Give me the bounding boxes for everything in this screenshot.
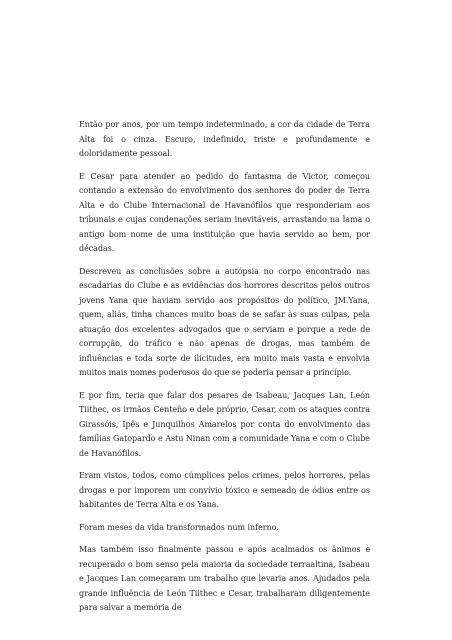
paragraph: Eram vistos, todos, como cúmplices pelos crimes, pelos horrores, pelas drogas e por imporem um convívio tóxico e semeado de ódios entre os habitantes de Terra Alta e os Yana.: [79, 471, 370, 509]
paragraph: Descreveu as conclusões sobre a autópsia no corpo encontrado nas escadarias do Clube e as evidências dos horrores descritos pelos outros jovens Yana que haviam servido aos propósitos do político, JM.Yana, quem, aliás, tinha chances muito boas de se safar às suas culpas, pela atuação dos excelentes advogados que o serviam e porque a rede de corrupção, do tráfico e não apenas de drogas, mas também de influências e toda sorte de ilicitudes, era muito mais vasta e envolvia muitos mais nomes poderosos do que se poderia pensar a princípio.: [79, 266, 370, 377]
paragraph: Foram meses da vida transformados num inferno.: [79, 522, 279, 532]
body-text: [79, 118, 370, 624]
paragraph: E Cesar para atender ao pedido do fantasma de Victor, começou contando a extensão do envolvimento dos senhores do poder de Terra Alta e do Clube Internacional de Havanófilos que responderiam aos tribunais e cujas condenações seriam inevitáveis, arrastando na lama o antigo bom nome de uma instituição que havia servido ao bem, por décadas.: [79, 171, 370, 253]
paragraph: Então por anos, por um tempo indeterminado, a cor da cidade de Terra Alta foi o cinza. Escuro, indefinido, triste e profundamente e doloridamente pessoal.: [79, 120, 370, 158]
paragraph: Mas também isso finalmente passou e após acalmados os ânimos e recuperado o bom senso pela maioria da sociedade terraaltina, Isabeau e Jacques Lan começaram um trabalho que levaria anos. Ajudados pela grande influência de León Tiithec e Cesar, trabalharam diligentemente para salvar a memória de: [79, 545, 370, 612]
paragraph: E por fim, teria que falar dos pesares de Isabeau, Jacques Lan, León Tiithec, os irmãos Centeño e dele próprio, Cesar, com os ataques contra Girassóis, Ipês e Junquilhos Amarelos por conta do envolvimento das famílias Gatopardo e Astu Ninan com a comunidade Yana e com o Clube de Havanófilos.: [79, 390, 370, 458]
